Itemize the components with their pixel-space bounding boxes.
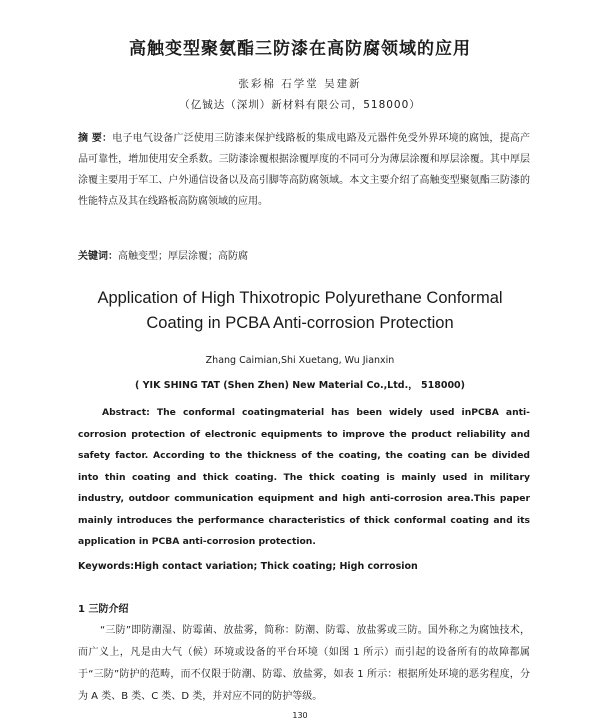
body-paragraph — [78, 620, 530, 708]
affiliation-zh: （亿铖达（深圳）新材料有限公司，518000） — [179, 99, 421, 111]
paper-title-en-line2: Coating in PCBA Anti-corrosion Protection — [146, 314, 454, 332]
keywords-zh-label: 关键词： — [78, 251, 118, 262]
page-number: 130 — [292, 711, 308, 720]
body-paragraph-text: “三防”即防潮湿、防霉菌、放盐雾，简称：防潮、防霉、放盐雾或三防。国外称之为腐蚀技术，而广义上，凡是由大气（候）环境或设备的平台环境（如图 1 所示）而引起的设备所有的故障都属于“三防”防护的范畴，而不仅限于防潮、防霉、放盐雾，如表 1 所示：根据所处环境的恶劣程度，分为 A 类、B 类、C 类、D 类，并对应不同的防护等级。 — [78, 625, 530, 702]
keywords-en: Keywords:High contact variation; Thick coating; High corrosion — [78, 561, 418, 572]
paper-title-en-line1: Application of High Thixotropic Polyurethane Conformal — [97, 289, 503, 307]
paper-title-zh: 高触变型聚氨酯三防漆在高防腐领域的应用 — [129, 39, 471, 59]
abstract-zh — [78, 128, 530, 212]
affiliation-en: ( YIK SHING TAT (Shen Zhen) New Material Co.,Ltd.， 518000) — [135, 380, 465, 391]
keywords-zh — [78, 246, 530, 267]
section-heading: 1 三防介绍 — [78, 604, 129, 615]
abstract-zh-text: 电子电气设备广泛使用三防漆来保护线路板的集成电路及元器件免受外界环境的腐蚀，提高产品可靠性，增加使用安全系数。三防漆涂覆根据涂覆厚度的不同可分为薄层涂覆和厚层涂覆。其中厚层涂覆主要用于军工、户外通信设备以及高引脚等高防腐领域。本文主要介绍了高触变型聚氨酯三防漆的性能特点及其在线路板高防腐领域的应用。 — [78, 133, 531, 207]
abstract-en-text: Abstract: The conformal coatingmaterial has been widely used inPCBA anti-corrosion protection of electronic equipments to improve the product reliability and safety factor. According to the thickness of the coating, the coating can be divided into thin coating and thick coating. The thick coating is mainly used in military industry, outdoor communication equipment and high anti-corrosion area.This paper mainly introduces the performance characteristics of thick conformal coating and its application in PCBA anti-corrosion protection. — [78, 407, 530, 547]
paper-title-en — [0, 286, 600, 336]
authors-zh: 张彩棉 石学堂 吴建新 — [238, 78, 362, 90]
abstract-en — [78, 402, 530, 553]
authors-en: Zhang Caimian,Shi Xuetang, Wu Jianxin — [205, 355, 395, 366]
keywords-zh-text: 高触变型；厚层涂覆；高防腐 — [118, 251, 248, 262]
abstract-zh-label: 摘 要： — [78, 133, 113, 144]
